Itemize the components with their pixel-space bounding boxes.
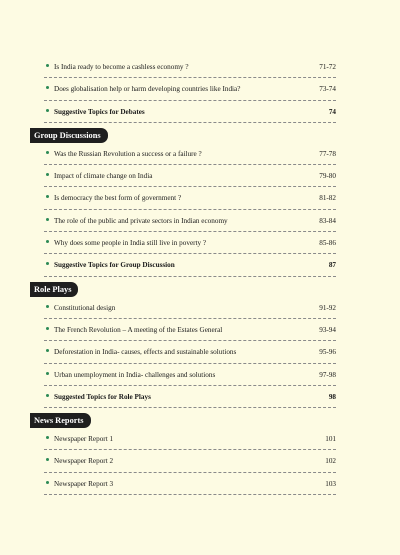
- bullet-icon: [46, 305, 49, 308]
- toc-entry[interactable]: [44, 56, 336, 78]
- toc-entry-pages: 95-96: [319, 348, 336, 357]
- toc-entry[interactable]: [44, 341, 336, 363]
- toc-entry-pages: 97-98: [319, 370, 336, 379]
- bullet-icon: [46, 262, 49, 265]
- toc-entry[interactable]: [44, 143, 336, 165]
- toc-entry-title: Is India ready to become a cashless economy ?: [54, 63, 189, 71]
- toc-entry[interactable]: [44, 78, 336, 100]
- section-heading: Role Plays: [30, 282, 78, 297]
- toc-entry-title: Suggestive Topics for Debates: [54, 107, 145, 116]
- toc-entry[interactable]: [44, 187, 336, 209]
- bullet-icon: [46, 327, 49, 330]
- toc-entry[interactable]: [44, 210, 336, 232]
- toc-entry-pages: 85-86: [319, 239, 336, 248]
- toc-entry[interactable]: [44, 319, 336, 341]
- toc-entry-title: Newspaper Report 1: [54, 435, 114, 444]
- toc-entry-pages: 103: [325, 479, 336, 488]
- toc-entry-title: Urban unemployment in India- challenges and solutions: [54, 370, 216, 379]
- section-heading: Group Discussions: [30, 128, 108, 143]
- toc-entry[interactable]: [44, 428, 336, 450]
- toc-entry-pages: 77-78: [319, 149, 336, 158]
- toc-entry[interactable]: [44, 364, 336, 386]
- bullet-icon: [46, 458, 49, 461]
- toc-entry[interactable]: [44, 450, 336, 472]
- table-of-contents: [30, 56, 336, 495]
- toc-entry-title: The role of the public and private sectors in Indian economy: [54, 216, 228, 225]
- toc-entry-title: Impact of climate change on India: [54, 172, 153, 181]
- toc-entry-pages: 81-82: [319, 194, 336, 203]
- bullet-icon: [46, 64, 49, 67]
- toc-entry[interactable]: [44, 101, 336, 123]
- toc-entry-title: Suggestive Topics for Group Discussion: [54, 261, 175, 270]
- section-heading-wrap: [30, 277, 336, 297]
- toc-entry-title: Newspaper Report 2: [54, 457, 114, 466]
- toc-entry[interactable]: [44, 297, 336, 319]
- toc-entry[interactable]: [44, 386, 336, 408]
- bullet-icon: [46, 195, 49, 198]
- toc-entry-title: Deforestation in India- causes, effects and sustainable solutions: [54, 348, 237, 357]
- toc-entry-title: Does globalisation help or harm developing countries like India?: [54, 85, 241, 94]
- toc-entry[interactable]: [44, 165, 336, 187]
- bullet-icon: [46, 173, 49, 176]
- toc-entry[interactable]: [44, 232, 336, 254]
- bullet-icon: [46, 109, 49, 112]
- toc-entry-title: Was the Russian Revolution a success or a failure ?: [54, 149, 202, 158]
- toc-entry-title: Is democracy the best form of government ?: [54, 194, 182, 203]
- toc-entry-pages: 93-94: [319, 325, 336, 334]
- toc-entry-pages: 71-72: [319, 63, 336, 71]
- toc-entry-title: Why does some people in India still live in poverty ?: [54, 239, 207, 248]
- bullet-icon: [46, 151, 49, 154]
- bullet-icon: [46, 218, 49, 221]
- bullet-icon: [46, 372, 49, 375]
- toc-entry-pages: 102: [325, 457, 336, 466]
- toc-entry-title: Newspaper Report 3: [54, 479, 114, 488]
- bullet-icon: [46, 86, 49, 89]
- toc-entry-pages: 79-80: [319, 172, 336, 181]
- section-heading-wrap: [30, 123, 336, 143]
- toc-entry-pages: 74: [328, 107, 336, 116]
- toc-entry-title: The French Revolution – A meeting of the Estates General: [54, 325, 223, 334]
- section-heading: News Reports: [30, 413, 91, 428]
- bullet-icon: [46, 481, 49, 484]
- toc-entry[interactable]: [44, 473, 336, 495]
- toc-entry-title: Constitutional design: [54, 303, 116, 312]
- toc-entry[interactable]: [44, 254, 336, 276]
- toc-entry-title: Suggested Topics for Role Plays: [54, 392, 151, 401]
- toc-entry-pages: 98: [328, 392, 336, 401]
- toc-entry-pages: 87: [328, 261, 336, 270]
- bullet-icon: [46, 394, 49, 397]
- bullet-icon: [46, 240, 49, 243]
- toc-entry-pages: 101: [325, 435, 336, 444]
- section-heading-wrap: [30, 408, 336, 428]
- toc-entry-pages: 91-92: [319, 303, 336, 312]
- bullet-icon: [46, 436, 49, 439]
- toc-entry-pages: 83-84: [319, 216, 336, 225]
- toc-entry-pages: 73-74: [319, 85, 336, 94]
- bullet-icon: [46, 349, 49, 352]
